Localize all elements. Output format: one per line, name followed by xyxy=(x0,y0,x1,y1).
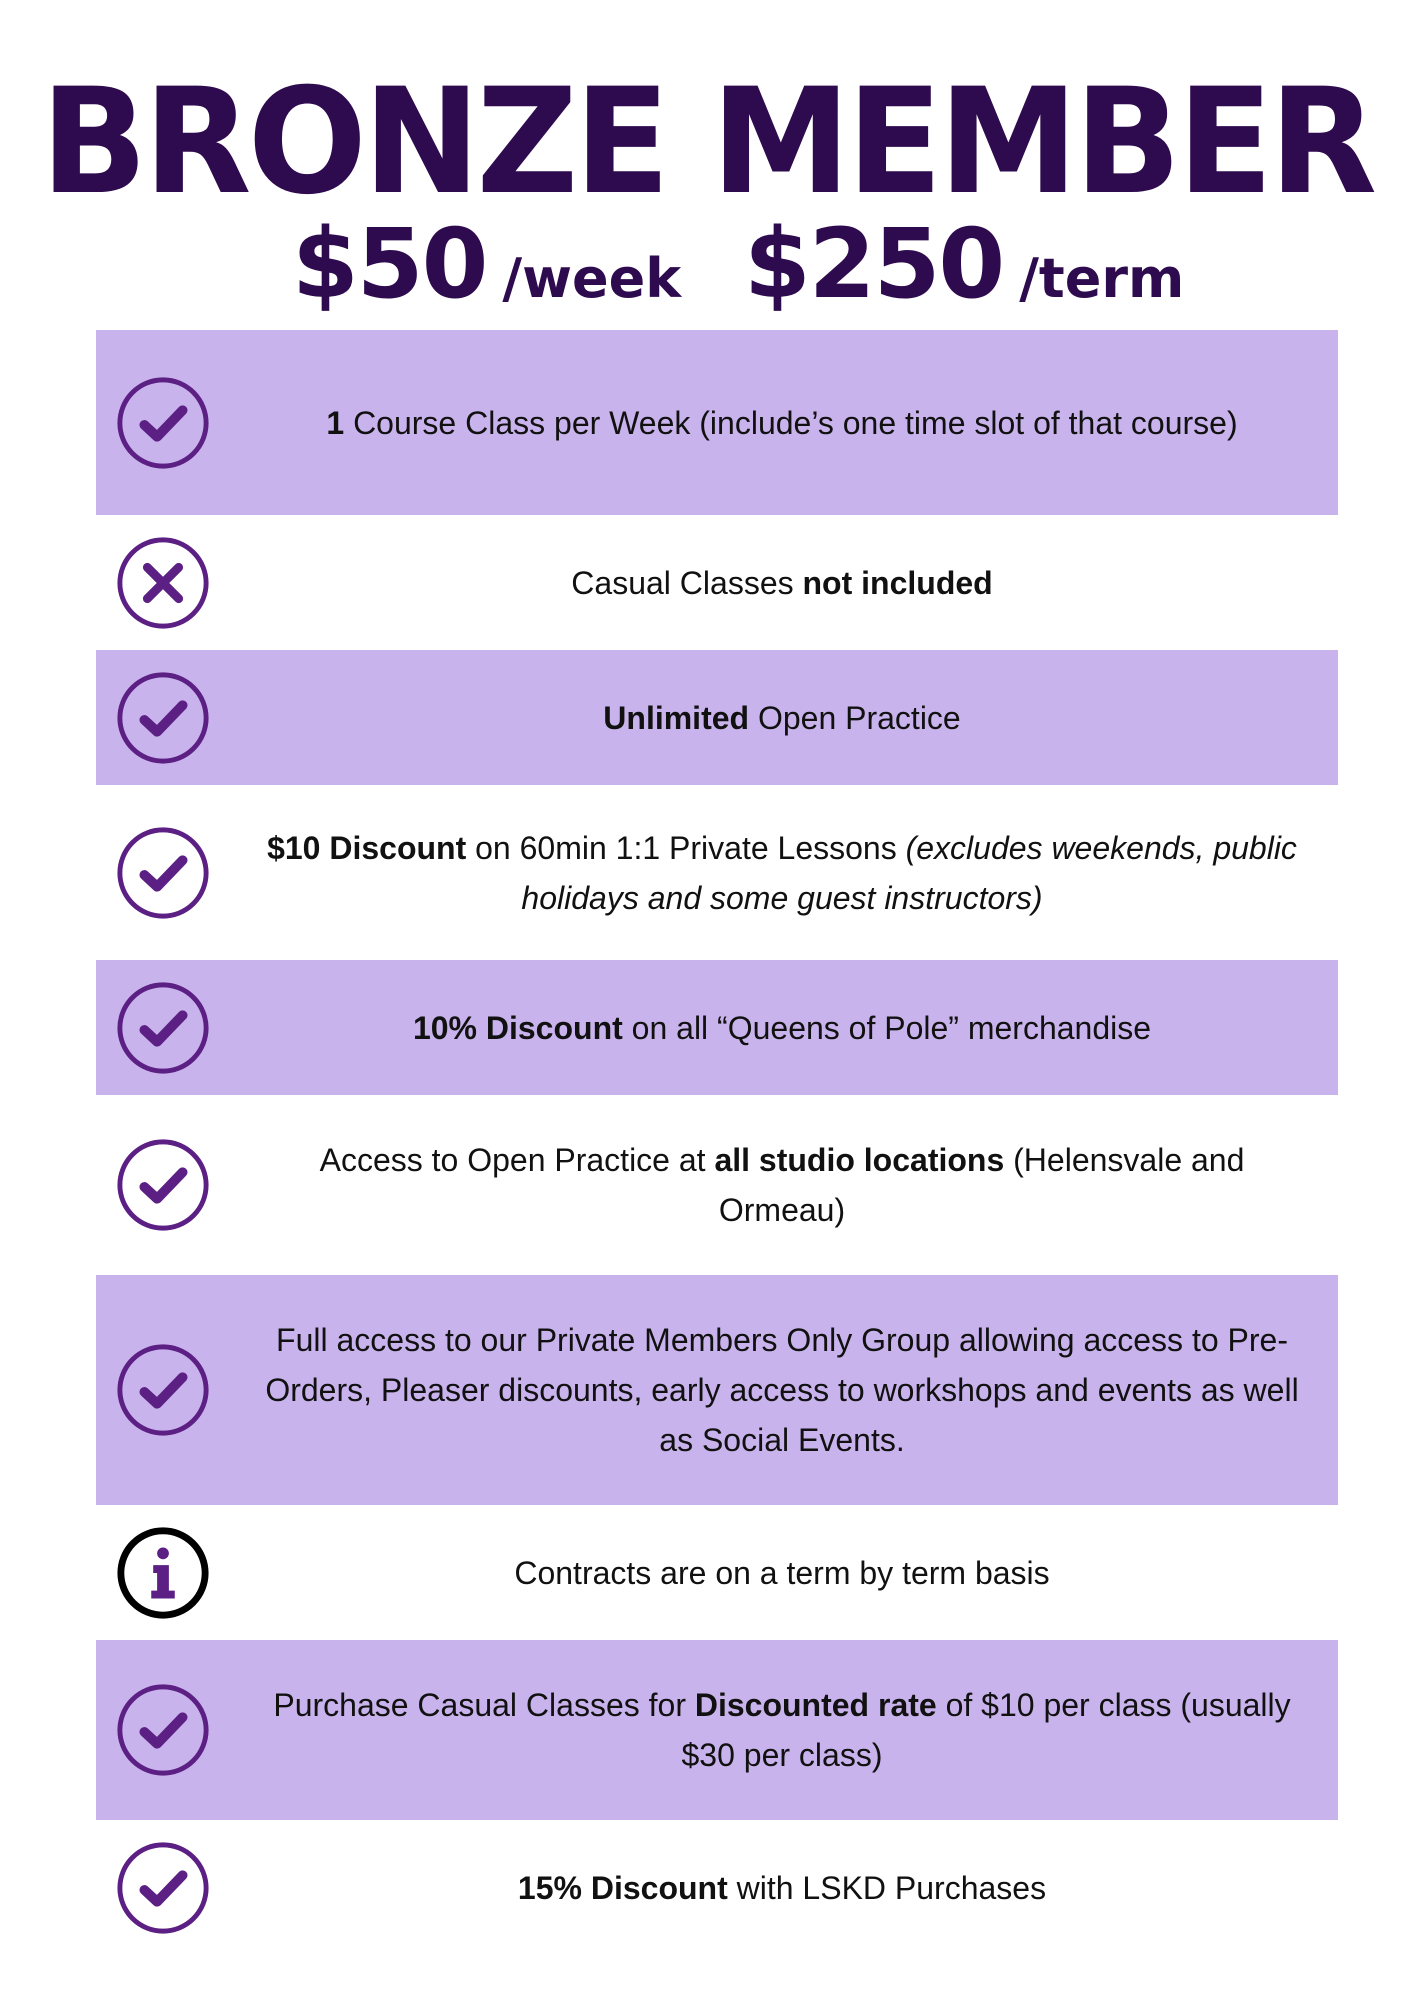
price-block xyxy=(0,210,1414,320)
price-weekly xyxy=(292,208,681,320)
feature-text xyxy=(256,693,1308,743)
check-icon xyxy=(114,669,212,767)
price-term-amount: $250 xyxy=(744,208,1004,320)
feature-text xyxy=(256,1315,1308,1465)
feature-row xyxy=(96,330,1338,515)
feature-text-bold: 10% Discount xyxy=(412,1009,623,1046)
feature-text-bold: Discounted rate xyxy=(694,1687,937,1723)
check-icon xyxy=(114,1341,212,1439)
feature-text-part: of $10 per class (usually $30 per class) xyxy=(681,1687,1291,1773)
feature-text-part: with LSKD Purchases xyxy=(727,1869,1047,1906)
feature-text-part: Course Class per Week (include’s one time slot of that course) xyxy=(344,404,1238,441)
feature-text-part: Purchase Casual Classes for xyxy=(273,1687,695,1723)
page-title: BRONZE MEMBER xyxy=(40,57,1374,227)
feature-text-bold: Unlimited xyxy=(603,699,750,736)
feature-text xyxy=(256,1003,1308,1053)
feature-text-part: (Helensvale and Ormeau) xyxy=(718,1142,1245,1228)
feature-row xyxy=(96,1640,1338,1820)
feature-text-bold: 1 xyxy=(326,404,345,441)
check-icon xyxy=(114,979,212,1077)
feature-text-part: Open Practice xyxy=(749,699,961,736)
feature-row xyxy=(96,650,1338,785)
feature-text xyxy=(256,398,1308,448)
feature-text xyxy=(256,1863,1308,1913)
cross-icon xyxy=(114,534,212,632)
check-icon xyxy=(114,824,212,922)
feature-text-part: Casual Classes xyxy=(571,564,803,601)
feature-row xyxy=(96,1275,1338,1505)
feature-text-part: Access to Open Practice at xyxy=(319,1142,715,1178)
feature-text-bold: $10 Discount xyxy=(267,829,467,866)
feature-row xyxy=(96,515,1338,650)
price-term xyxy=(744,208,1184,320)
check-icon xyxy=(114,1839,212,1937)
feature-text-part: Full access to our Private Members Only Group allowing access to Pre-Orders, Pleaser discounts, early access to workshops and events as well as Social Events. xyxy=(265,1322,1299,1458)
feature-text-part: on all “Queens of Pole” merchandise xyxy=(622,1009,1152,1046)
feature-text xyxy=(256,823,1308,923)
feature-row xyxy=(96,785,1338,960)
feature-row xyxy=(96,1095,1338,1275)
check-icon xyxy=(114,374,212,472)
feature-text-bold: 15% Discount xyxy=(517,1869,728,1906)
feature-text-part: on 60min 1:1 Private Lessons xyxy=(466,829,906,866)
feature-text-bold: all studio locations xyxy=(714,1142,1005,1178)
price-weekly-amount: $50 xyxy=(292,208,487,320)
feature-text-italic: (excludes weekends, public holidays and some guest instructors) xyxy=(521,829,1297,916)
price-term-unit: /term xyxy=(1019,247,1185,310)
feature-row xyxy=(96,960,1338,1095)
feature-row xyxy=(96,1820,1338,1955)
feature-text xyxy=(256,1680,1308,1780)
feature-text xyxy=(256,558,1308,608)
feature-text xyxy=(256,1548,1308,1598)
price-weekly-unit: /week xyxy=(502,247,682,310)
check-icon xyxy=(114,1681,212,1779)
feature-text-bold: not included xyxy=(802,564,993,601)
check-icon xyxy=(114,1136,212,1234)
feature-row xyxy=(96,1505,1338,1640)
feature-text-part: Contracts are on a term by term basis xyxy=(514,1554,1050,1591)
feature-text xyxy=(256,1135,1308,1235)
info-icon xyxy=(114,1524,212,1622)
